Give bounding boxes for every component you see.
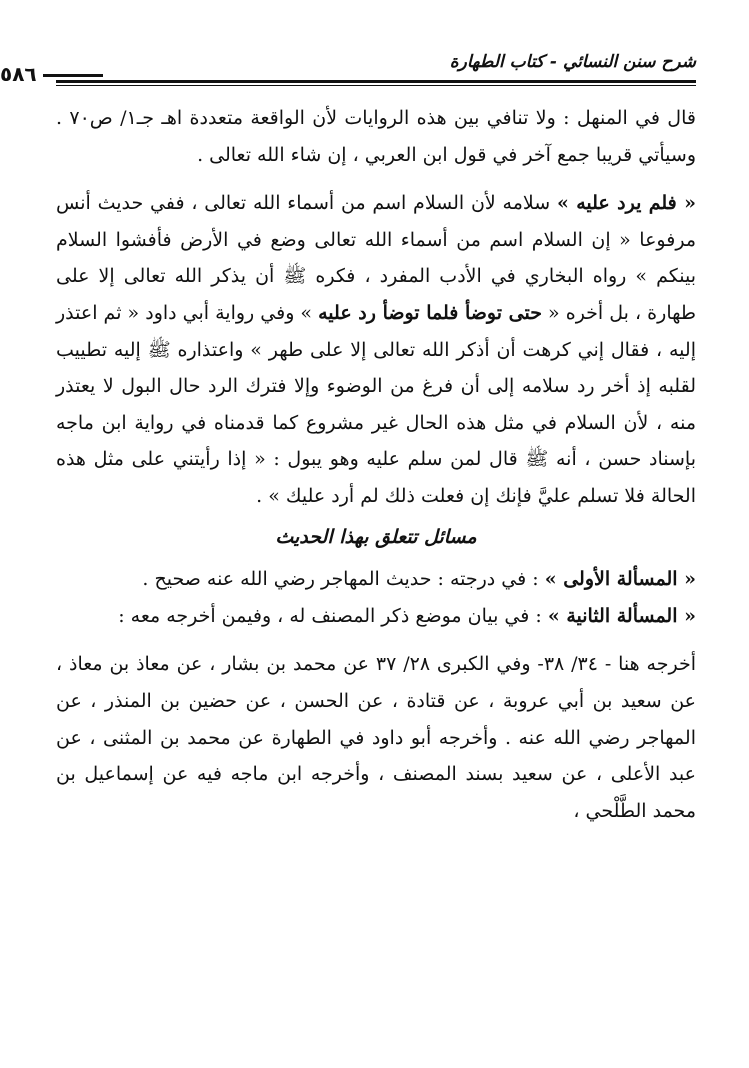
paragraph-2-text-a: سلامه لأن السلام اسم من أسماء الله تعالى ، ففي حديث أنس مرفوعا « إن السلام اسم من أسماء الله تعالى وضع في الأرض فأفشوا السلام بينكم » رواه البخاري في الأدب المفرد ، فكره ﷺ أن يذكر الله تعالى إلا على طهارة ، بل أخره « <box>56 192 696 324</box>
paragraph-1: قال في المنهل : ولا تنافي بين هذه الروايات لأن الواقعة متعددة اهـ جـ١/ ص٧٠ . وسيأتي قريبا جمع آخر في قول ابن العربي ، إن شاء الله تعالى . <box>56 107 696 166</box>
page-body <box>56 100 696 829</box>
paragraph-2-text-b: » وفي رواية أبي داود « ثم اعتذر إليه ، فقال إني كرهت أن أذكر الله تعالى إلا على طهر » واعتذاره ﷺ إليه تطييب لقلبه إذ أخر رد سلامه إلى أن فرغ من الوضوء وإلا فترك الرد حال البول لا يعتذر منه ، لأن السلام في مثل هذه الحال غير مشروع كما قدمناه في رواية ابن ماجه بإسناد حسن ، أنه ﷺ قال لمن سلم عليه وهو يبول : « إذا رأيتني على مثل هذه الحالة فلا تسلم عليَّ فإنك إن فعلت ذلك لم أرد عليك » . <box>56 301 696 507</box>
issue-1 <box>56 561 696 598</box>
issue-2 <box>56 598 696 635</box>
page-number-dash <box>43 74 103 77</box>
page-number: ٥٨٦ <box>0 62 37 86</box>
page-header <box>56 46 696 86</box>
paragraph-gap <box>56 173 696 185</box>
issue-2-label: « المسألة الثانية » <box>547 604 696 627</box>
header-rule <box>56 80 696 86</box>
issue-1-label: « المسألة الأولى » <box>544 568 696 591</box>
paragraph-2 <box>56 185 696 514</box>
paragraph-gap <box>56 634 696 646</box>
page-number-block <box>0 62 103 86</box>
paragraph-5: أخرجه هنا - ٣٤/ ٣٨- وفي الكبرى ٢٨/ ٣٧ عن محمد بن بشار ، عن معاذ بن معاذ ، عن سعيد بن أبي عروبة ، عن قتادة ، عن الحسن ، عن حضين بن المنذر ، عن المهاجر رضي الله عنه . وأخرجه أبو داود في الطهارة عن محمد بن المثنى ، عن عبد الأعلى ، عن سعيد بسند المصنف ، وأخرجه ابن ماجه فيه عن إسماعيل بن محمد الطَّلْحي ، <box>56 653 696 822</box>
quoted-phrase: « فلم يرد عليه » <box>556 192 696 215</box>
quoted-phrase-2: حتى توضأ فلما توضأ رد عليه <box>318 301 542 324</box>
running-title: شرح سنن النسائي - كتاب الطهارة <box>449 52 696 72</box>
issue-1-text: : في درجته : حديث المهاجر رضي الله عنه صحيح . <box>142 568 545 591</box>
issue-2-text: : في بيان موضع ذكر المصنف له ، وفيمن أخرجه معه : <box>118 604 548 627</box>
section-heading: مسائل تتعلق بهذا الحديث <box>275 525 477 548</box>
